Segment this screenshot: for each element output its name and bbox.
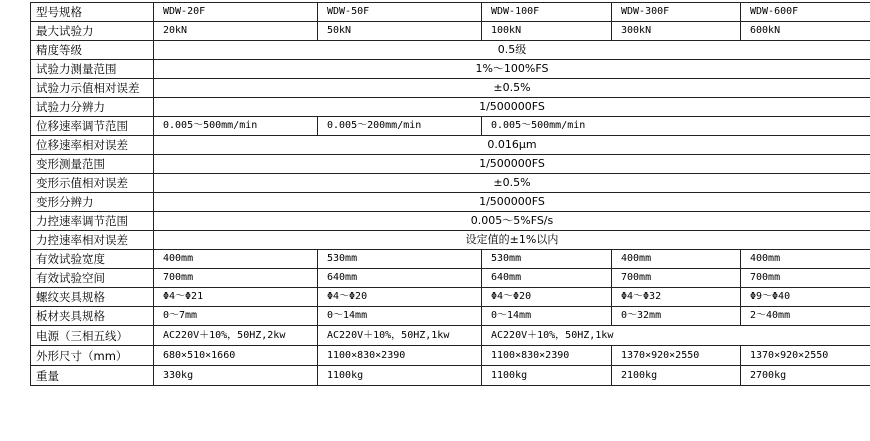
table-row [31,60,870,79]
row-label: 位移速率调节范围 [31,117,154,136]
table-row [31,22,870,41]
cell: 680×510×1660 [154,346,318,366]
merged-cell: 0.005～5%FS/s [154,212,870,231]
cell: 700mm [741,269,870,288]
table-row [31,41,870,60]
cell: 700mm [612,269,741,288]
model-name: WDW-50F [318,3,482,22]
row-label: 最大试验力 [31,22,154,41]
table-row [31,346,870,366]
cell: 100kN [482,22,612,41]
merged-cell: 1/500000FS [154,98,870,117]
table-row [31,193,870,212]
model-name: WDW-100F [482,3,612,22]
cell: 1100×830×2390 [482,346,612,366]
cell: 0～14mm [482,307,612,326]
model-name: WDW-20F [154,3,318,22]
row-label: 变形示值相对误差 [31,174,154,193]
row-label: 电源（三相五线） [31,326,154,346]
table-row [31,307,870,326]
row-label: 精度等级 [31,41,154,60]
row-label: 试验力测量范围 [31,60,154,79]
cell: AC220V＋10%，50HZ,2kw [154,326,318,346]
merged-cell: 0.005～500mm/min [482,117,870,136]
row-label: 试验力示值相对误差 [31,79,154,98]
cell: Φ4～Φ21 [154,288,318,307]
table-row [31,212,870,231]
table-row [31,136,870,155]
spec-table [30,2,870,386]
model-name: WDW-300F [612,3,741,22]
row-label: 有效试验宽度 [31,250,154,269]
cell: 640mm [318,269,482,288]
cell: 1370×920×2550 [741,346,870,366]
cell: 0.005～200mm/min [318,117,482,136]
row-label: 外形尺寸（mm） [31,346,154,366]
merged-cell: ±0.5% [154,79,870,98]
table-row [31,98,870,117]
table-row [31,231,870,250]
cell: 0～32mm [612,307,741,326]
cell: 50kN [318,22,482,41]
cell: Φ9～Φ40 [741,288,870,307]
cell: AC220V＋10%，50HZ,1kw [318,326,482,346]
row-label: 试验力分辨力 [31,98,154,117]
merged-cell: 0.016μm [154,136,870,155]
merged-cell: 1/500000FS [154,193,870,212]
row-label: 变形分辨力 [31,193,154,212]
cell: 300kN [612,22,741,41]
cell: Φ4～Φ20 [318,288,482,307]
cell: Φ4～Φ32 [612,288,741,307]
merged-cell: 1/500000FS [154,155,870,174]
cell: 2100kg [612,366,741,386]
cell: 20kN [154,22,318,41]
cell: 2～40mm [741,307,870,326]
table-row-header [31,3,870,22]
row-label: 变形测量范围 [31,155,154,174]
cell: 530mm [482,250,612,269]
cell: 1370×920×2550 [612,346,741,366]
cell: Φ4～Φ20 [482,288,612,307]
cell: 0.005～500mm/min [154,117,318,136]
cell: 1100kg [318,366,482,386]
table-row [31,288,870,307]
merged-cell: 0.5级 [154,41,870,60]
row-label: 有效试验空间 [31,269,154,288]
cell: 0～7mm [154,307,318,326]
merged-cell: ±0.5% [154,174,870,193]
cell: 600kN [741,22,870,41]
table-row [31,117,870,136]
table-row [31,79,870,98]
cell: 330kg [154,366,318,386]
cell: 2700kg [741,366,870,386]
row-label: 重量 [31,366,154,386]
row-label: 力控速率调节范围 [31,212,154,231]
merged-cell: 设定值的±1%以内 [154,231,870,250]
cell: 530mm [318,250,482,269]
cell: 0～14mm [318,307,482,326]
cell: 1100×830×2390 [318,346,482,366]
cell: 640mm [482,269,612,288]
cell: 400mm [154,250,318,269]
row-label: 螺纹夹具规格 [31,288,154,307]
table-row [31,174,870,193]
cell: 700mm [154,269,318,288]
cell: 1100kg [482,366,612,386]
table-row [31,269,870,288]
row-label: 力控速率相对误差 [31,231,154,250]
merged-cell: AC220V＋10%，50HZ,1kw [482,326,870,346]
cell: 400mm [612,250,741,269]
table-row [31,326,870,346]
row-label: 位移速率相对误差 [31,136,154,155]
header-label: 型号规格 [31,3,154,22]
cell: 400mm [741,250,870,269]
row-label: 板材夹具规格 [31,307,154,326]
model-name: WDW-600F [741,3,870,22]
table-row [31,250,870,269]
table-row [31,366,870,386]
table-row [31,155,870,174]
merged-cell: 1%～100%FS [154,60,870,79]
